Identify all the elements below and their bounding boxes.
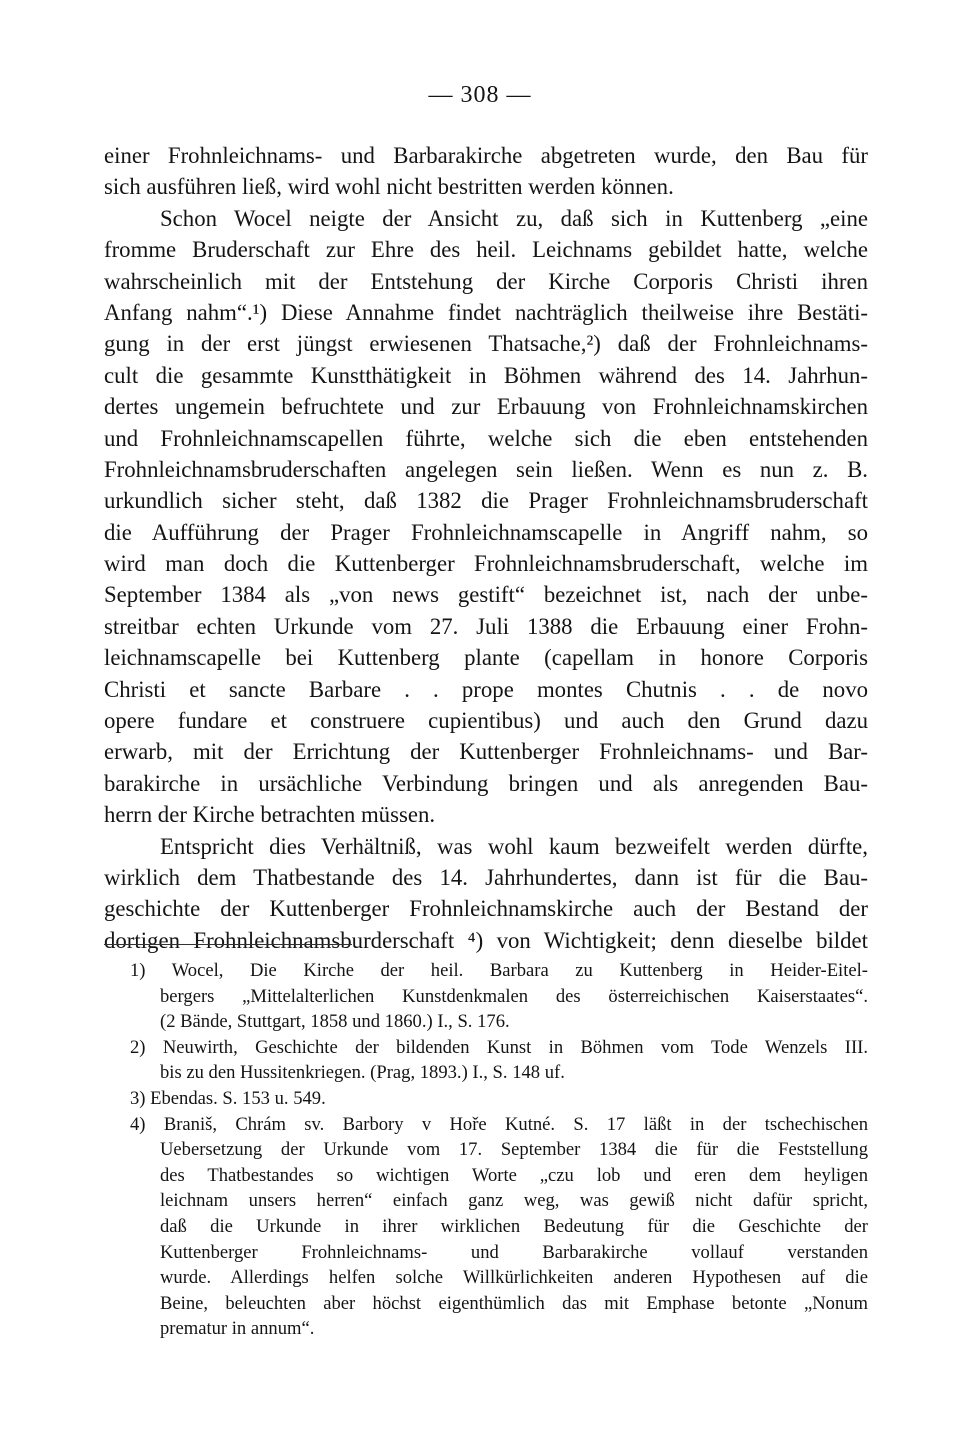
body-line: Anfang nahm“.¹) Diese Annahme findet nachträglich theilweise ihre Bestäti- xyxy=(104,299,868,325)
footnote-line: (2 Bände, Stuttgart, 1858 und 1860.) I., S. 176. xyxy=(160,1011,510,1033)
footnote-line: daß die Urkunde in ihrer wirklichen Bedeutung für die Geschichte der xyxy=(160,1215,868,1237)
body-line: sich ausführen ließ, wird wohl nicht bestritten werden können. xyxy=(104,174,674,200)
body-line: barakirche in ursächliche Verbindung bringen und als anregenden Bau- xyxy=(104,770,868,796)
body-line: und Frohnleichnamscapellen führte, welche sich die eben entstehenden xyxy=(104,425,868,451)
body-line: fromme Bruderschaft zur Ehre des heil. Leichnams gebildet hatte, welche xyxy=(104,237,868,263)
body-line: leichnamscapelle bei Kuttenberg plante (capellam in honore Corporis xyxy=(104,645,868,671)
body-line: Christi et sancte Barbare . . prope montes Chutnis . . de novo xyxy=(104,676,868,702)
body-line: wirklich dem Thatbestande des 14. Jahrhundertes, dann ist für die Bau- xyxy=(104,864,868,890)
body-line: gung in der erst jüngst erwiesenen Thatsache,²) daß der Frohnleichnams- xyxy=(104,331,868,357)
body-line: streitbar echten Urkunde vom 27. Juli 1388 die Erbauung einer Frohn- xyxy=(104,613,868,639)
footnote-line: wurde. Allerdings helfen solche Willkürlichkeiten anderen Hypothesen auf die xyxy=(160,1267,868,1289)
body-line: erwarb, mit der Errichtung der Kuttenberger Frohnleichnams- und Bar- xyxy=(104,739,868,765)
footnote-line: bergers „Mittelalterlichen Kunstdenkmalen des österreichischen Kaiserstaates“. xyxy=(160,985,868,1007)
body-line: die Aufführung der Prager Frohnleichnamscapelle in Angriff nahm, so xyxy=(104,519,868,545)
body-line: dertes ungemein befruchtete und zur Erbauung von Frohnleichnamskirchen xyxy=(104,394,868,420)
body-text xyxy=(104,140,868,956)
footnote-line: prematur in annum“. xyxy=(160,1318,315,1340)
body-line: einer Frohnleichnams- und Barbarakirche abgetreten wurde, den Bau für xyxy=(104,143,868,168)
footnote-divider xyxy=(104,944,352,945)
body-line: herrn der Kirche betrachten müssen. xyxy=(104,802,436,828)
body-line: Entspricht dies Verhältniß, was wohl kaum bezweifelt werden dürfte, xyxy=(160,833,868,859)
body-line: September 1384 als „von news gestift“ bezeichnet ist, nach der unbe- xyxy=(104,582,868,608)
body-line: geschichte der Kuttenberger Frohnleichnamskirche auch der Bestand der xyxy=(104,896,868,922)
footnote-line: 4) Braniš, Chrám sv. Barbory v Hoře Kutné. S. 17 läßt in der tschechischen xyxy=(130,1113,868,1135)
body-line: cult die gesammte Kunstthätigkeit in Böhmen während des 14. Jahrhun- xyxy=(104,362,868,388)
footnote-line: bis zu den Hussitenkriegen. (Prag, 1893.) I., S. 148 uf. xyxy=(160,1062,565,1084)
body-line: dortigen Frohnleichnamsburderschaft ⁴) von Wichtigkeit; denn dieselbe bildet xyxy=(104,927,868,953)
footnote-line: 3) Ebendas. S. 153 u. 549. xyxy=(130,1087,326,1109)
body-line: wird man doch die Kuttenberger Frohnleichnamsbruderschaft, welche im xyxy=(104,551,868,577)
footnote-line: Beine, beleuchten aber höchst eigenthümlich das mit Emphase betonte „Nonum xyxy=(160,1292,868,1314)
footnotes xyxy=(130,958,868,1342)
footnote-line: des Thatbestandes so wichtigen Worte „czu lob und eren dem heyligen xyxy=(160,1164,868,1186)
body-line: opere fundare et construere cupientibus) und auch den Grund dazu xyxy=(104,708,868,734)
page-number: — 308 — xyxy=(428,82,532,108)
body-line: wahrscheinlich mit der Entstehung der Kirche Corporis Christi ihren xyxy=(104,268,868,294)
footnote-line: 2) Neuwirth, Geschichte der bildenden Kunst in Böhmen vom Tode Wenzels III. xyxy=(130,1036,868,1058)
body-line: urkundlich sicher steht, daß 1382 die Prager Frohnleichnamsbruderschaft xyxy=(104,488,868,514)
body-line: Frohnleichnamsbruderschaften angelegen sein ließen. Wenn es nun z. B. xyxy=(104,456,868,482)
footnote-line: 1) Wocel, Die Kirche der heil. Barbara zu Kuttenberg in Heider-Eitel- xyxy=(130,960,868,981)
footnote-line: Kuttenberger Frohnleichnams- und Barbarakirche vollauf verstanden xyxy=(160,1241,868,1263)
footnote-line: Uebersetzung der Urkunde vom 17. September 1384 die für die Feststellung xyxy=(160,1139,868,1161)
footnote-line: leichnam unsers herren“ einfach ganz weg, was gewiß nicht dafür spricht, xyxy=(160,1190,868,1212)
body-line: Schon Wocel neigte der Ansicht zu, daß sich in Kuttenberg „eine xyxy=(160,205,868,231)
